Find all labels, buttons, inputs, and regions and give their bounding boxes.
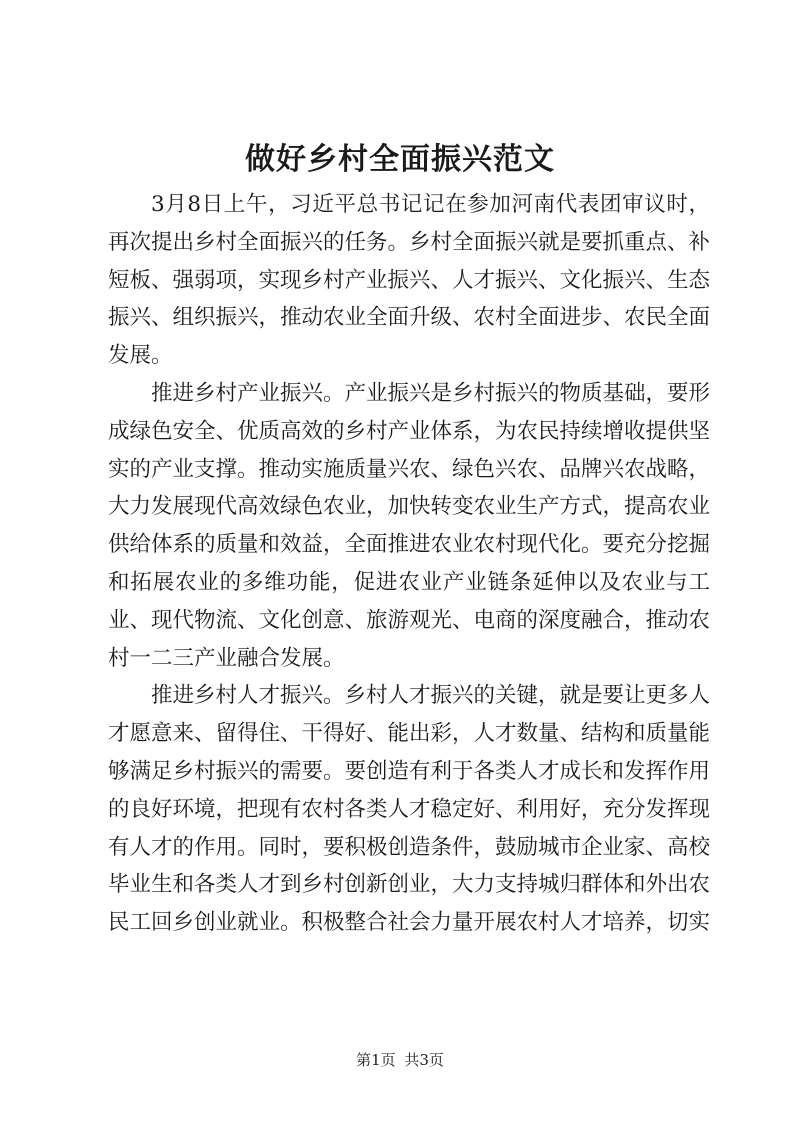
- paragraph-industry-revitalization: 推进乡村产业振兴。产业振兴是乡村振兴的物质基础，要形成绿色安全、优质高效的乡村产业体系，为农民持续增收提供坚实的产业支撑。推动实施质量兴农、绿色兴农、品牌兴农战略，大力发展现代高效绿色农业，加快转变农业生产方式，提高农业供给体系的质量和效益，全面推进农业农村现代化。要充分挖掘和拓展农业的多维功能，促进农业产业链条延伸以及农业与工业、现代物流、文化创意、旅游观光、电商的深度融合，推动农村一二三产业融合发展。: [108, 380, 711, 671]
- paragraph-intro: 3月8日上午，习近平总书记记在参加河南代表团审议时，再次提出乡村全面振兴的任务。乡村全面振兴就是要抓重点、补短板、强弱项，实现乡村产业振兴、人才振兴、文化振兴、生态振兴、组织振兴，推动农业全面升级、农村全面进步、农民全面发展。: [108, 192, 711, 369]
- page-total: 共3页: [404, 1051, 444, 1069]
- paragraph-talent-revitalization: 推进乡村人才振兴。乡村人才振兴的关键，就是要让更多人才愿意来、留得住、干得好、能出彩，人才数量、结构和质量能够满足乡村振兴的需要。要创造有利于各类人才成长和发挥作用的良好环境，把现有农村各类人才稳定好、利用好，充分发挥现有人才的作用。同时，要积极创造条件，鼓励城市企业家、高校毕业生和各类人才到乡村创新创业，大力支持城归群体和外出农民工回乡创业就业。积极整合社会力量开展农村人才培养，切实: [108, 683, 711, 936]
- document-body: [108, 186, 710, 942]
- page-number: 第1页: [356, 1051, 396, 1069]
- page-footer: [0, 1050, 800, 1070]
- document-title: 做好乡村全面振兴范文: [245, 142, 555, 177]
